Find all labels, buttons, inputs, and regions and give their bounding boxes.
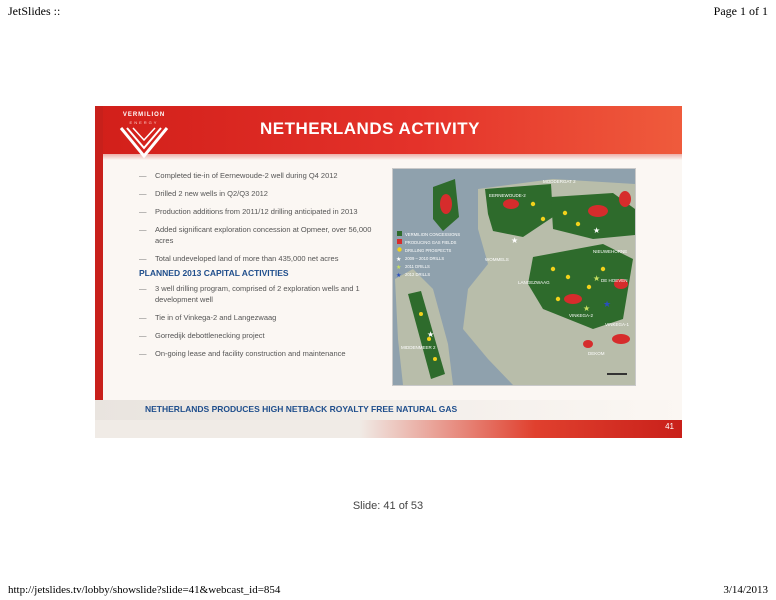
gas-field — [583, 340, 593, 348]
drill-star-2009: ★ — [427, 330, 435, 339]
footer-url: http://jetslides.tv/lobby/showslide?slide=41&webcast_id=854 — [8, 584, 281, 596]
prospect-dot — [433, 357, 437, 361]
prospect-dot — [563, 211, 567, 215]
gas-field — [612, 334, 630, 344]
slide-tagline: NETHERLANDS PRODUCES HIGH NETBACK ROYALTY FREE NATURAL GAS — [145, 404, 458, 414]
scale-bar — [607, 373, 627, 375]
planned-item: — Gorredijk debottlenecking project — [139, 330, 391, 341]
svg-text:★: ★ — [396, 265, 402, 271]
svg-text:★: ★ — [396, 257, 402, 263]
header-page-count: Page 1 of 1 — [713, 4, 768, 18]
planned-item: — Tie in of Vinkega-2 and Langezwaag — [139, 312, 391, 323]
bullet-item: — Completed tie-in of Eernewoude-2 well during Q4 2012 — [139, 170, 391, 181]
legend-label: 2011 DRILLS — [405, 264, 430, 269]
prospect-dot — [556, 297, 560, 301]
place-label: LANGEZWAAG — [518, 280, 550, 285]
map-graphic — [393, 169, 635, 385]
place-label: MODDERGAT 2 — [543, 179, 576, 184]
map-legend — [396, 231, 460, 279]
legend-label: 2012 DRILLS — [405, 272, 431, 277]
prospect-dot — [531, 202, 535, 206]
slide-page-number: 41 — [665, 422, 674, 431]
bullet-item: — Total undeveloped land of more than 435,000 net acres — [139, 253, 391, 264]
place-label: VINKEGA-2 — [569, 313, 594, 318]
prospect-dot — [541, 217, 545, 221]
svg-text:★: ★ — [396, 273, 402, 279]
prospect-dot — [566, 275, 570, 279]
place-label: MIDDENMEER 2 — [401, 345, 436, 350]
planned-item: — On-going lease and facility construction and maintenance — [139, 348, 391, 359]
bullet-item: — Added significant exploration concession at Opmeer, over 56,000 acres — [139, 224, 391, 246]
bullet-item: — Drilled 2 new wells in Q2/Q3 2012 — [139, 188, 391, 199]
gas-field — [619, 191, 631, 207]
legend-label: PRODUCING GAS FIELDS — [405, 240, 457, 245]
logo-chevron-icon — [119, 126, 169, 160]
place-label: WOMMELS — [485, 257, 509, 262]
section-heading: PLANNED 2013 CAPITAL ACTIVITIES — [139, 268, 289, 278]
legend-label: 2009 – 2010 DRILLS — [405, 256, 445, 261]
drill-star-2011: ★ — [593, 274, 601, 283]
legend-label: DRILLING PROSPECTS — [405, 248, 452, 253]
prospect-dot — [576, 222, 580, 226]
drill-star-2009: ★ — [511, 236, 519, 245]
legend-label: VERMILION CONCESSIONS — [405, 232, 461, 237]
place-label: DEKOM — [588, 351, 605, 356]
concession-map — [392, 168, 636, 386]
prospect-dot — [419, 312, 423, 316]
place-label: VINKEGA-1 — [605, 322, 630, 327]
gas-field — [440, 194, 452, 214]
gas-field — [588, 205, 608, 217]
footer-date: 3/14/2013 — [723, 584, 768, 596]
slide-counter: Slide: 41 of 53 — [352, 500, 424, 512]
place-label: NIEUWEHORNE — [593, 249, 628, 254]
drill-star-2012: ★ — [603, 299, 612, 309]
slide-image — [95, 106, 682, 438]
drill-star-2009: ★ — [593, 226, 601, 235]
bullet-item: — Production additions from 2011/12 drilling anticipated in 2013 — [139, 206, 391, 217]
title-bar-shade — [95, 154, 682, 160]
slide-footer-bar — [95, 420, 682, 438]
logo-sub: ENERGY — [129, 120, 159, 125]
drill-star-2011: ★ — [583, 304, 591, 313]
bullet-list — [139, 170, 391, 366]
prospect-dot — [551, 267, 555, 271]
planned-item: — 3 well drilling program, comprised of 2 exploration wells and 1 development well — [139, 283, 391, 305]
company-logo — [109, 112, 179, 170]
prospect-dot — [587, 285, 591, 289]
header-site-title: JetSlides :: — [8, 4, 61, 18]
slide-left-bar — [95, 106, 103, 438]
slide-title: NETHERLANDS ACTIVITY — [260, 119, 480, 138]
logo-name: VERMILION — [122, 112, 166, 118]
prospect-dot — [601, 267, 605, 271]
gas-field — [564, 294, 582, 304]
place-label: EERNEWOUDE-2 — [489, 193, 526, 198]
gas-field — [503, 199, 519, 209]
place-label: DE HOEVEN — [601, 278, 628, 283]
